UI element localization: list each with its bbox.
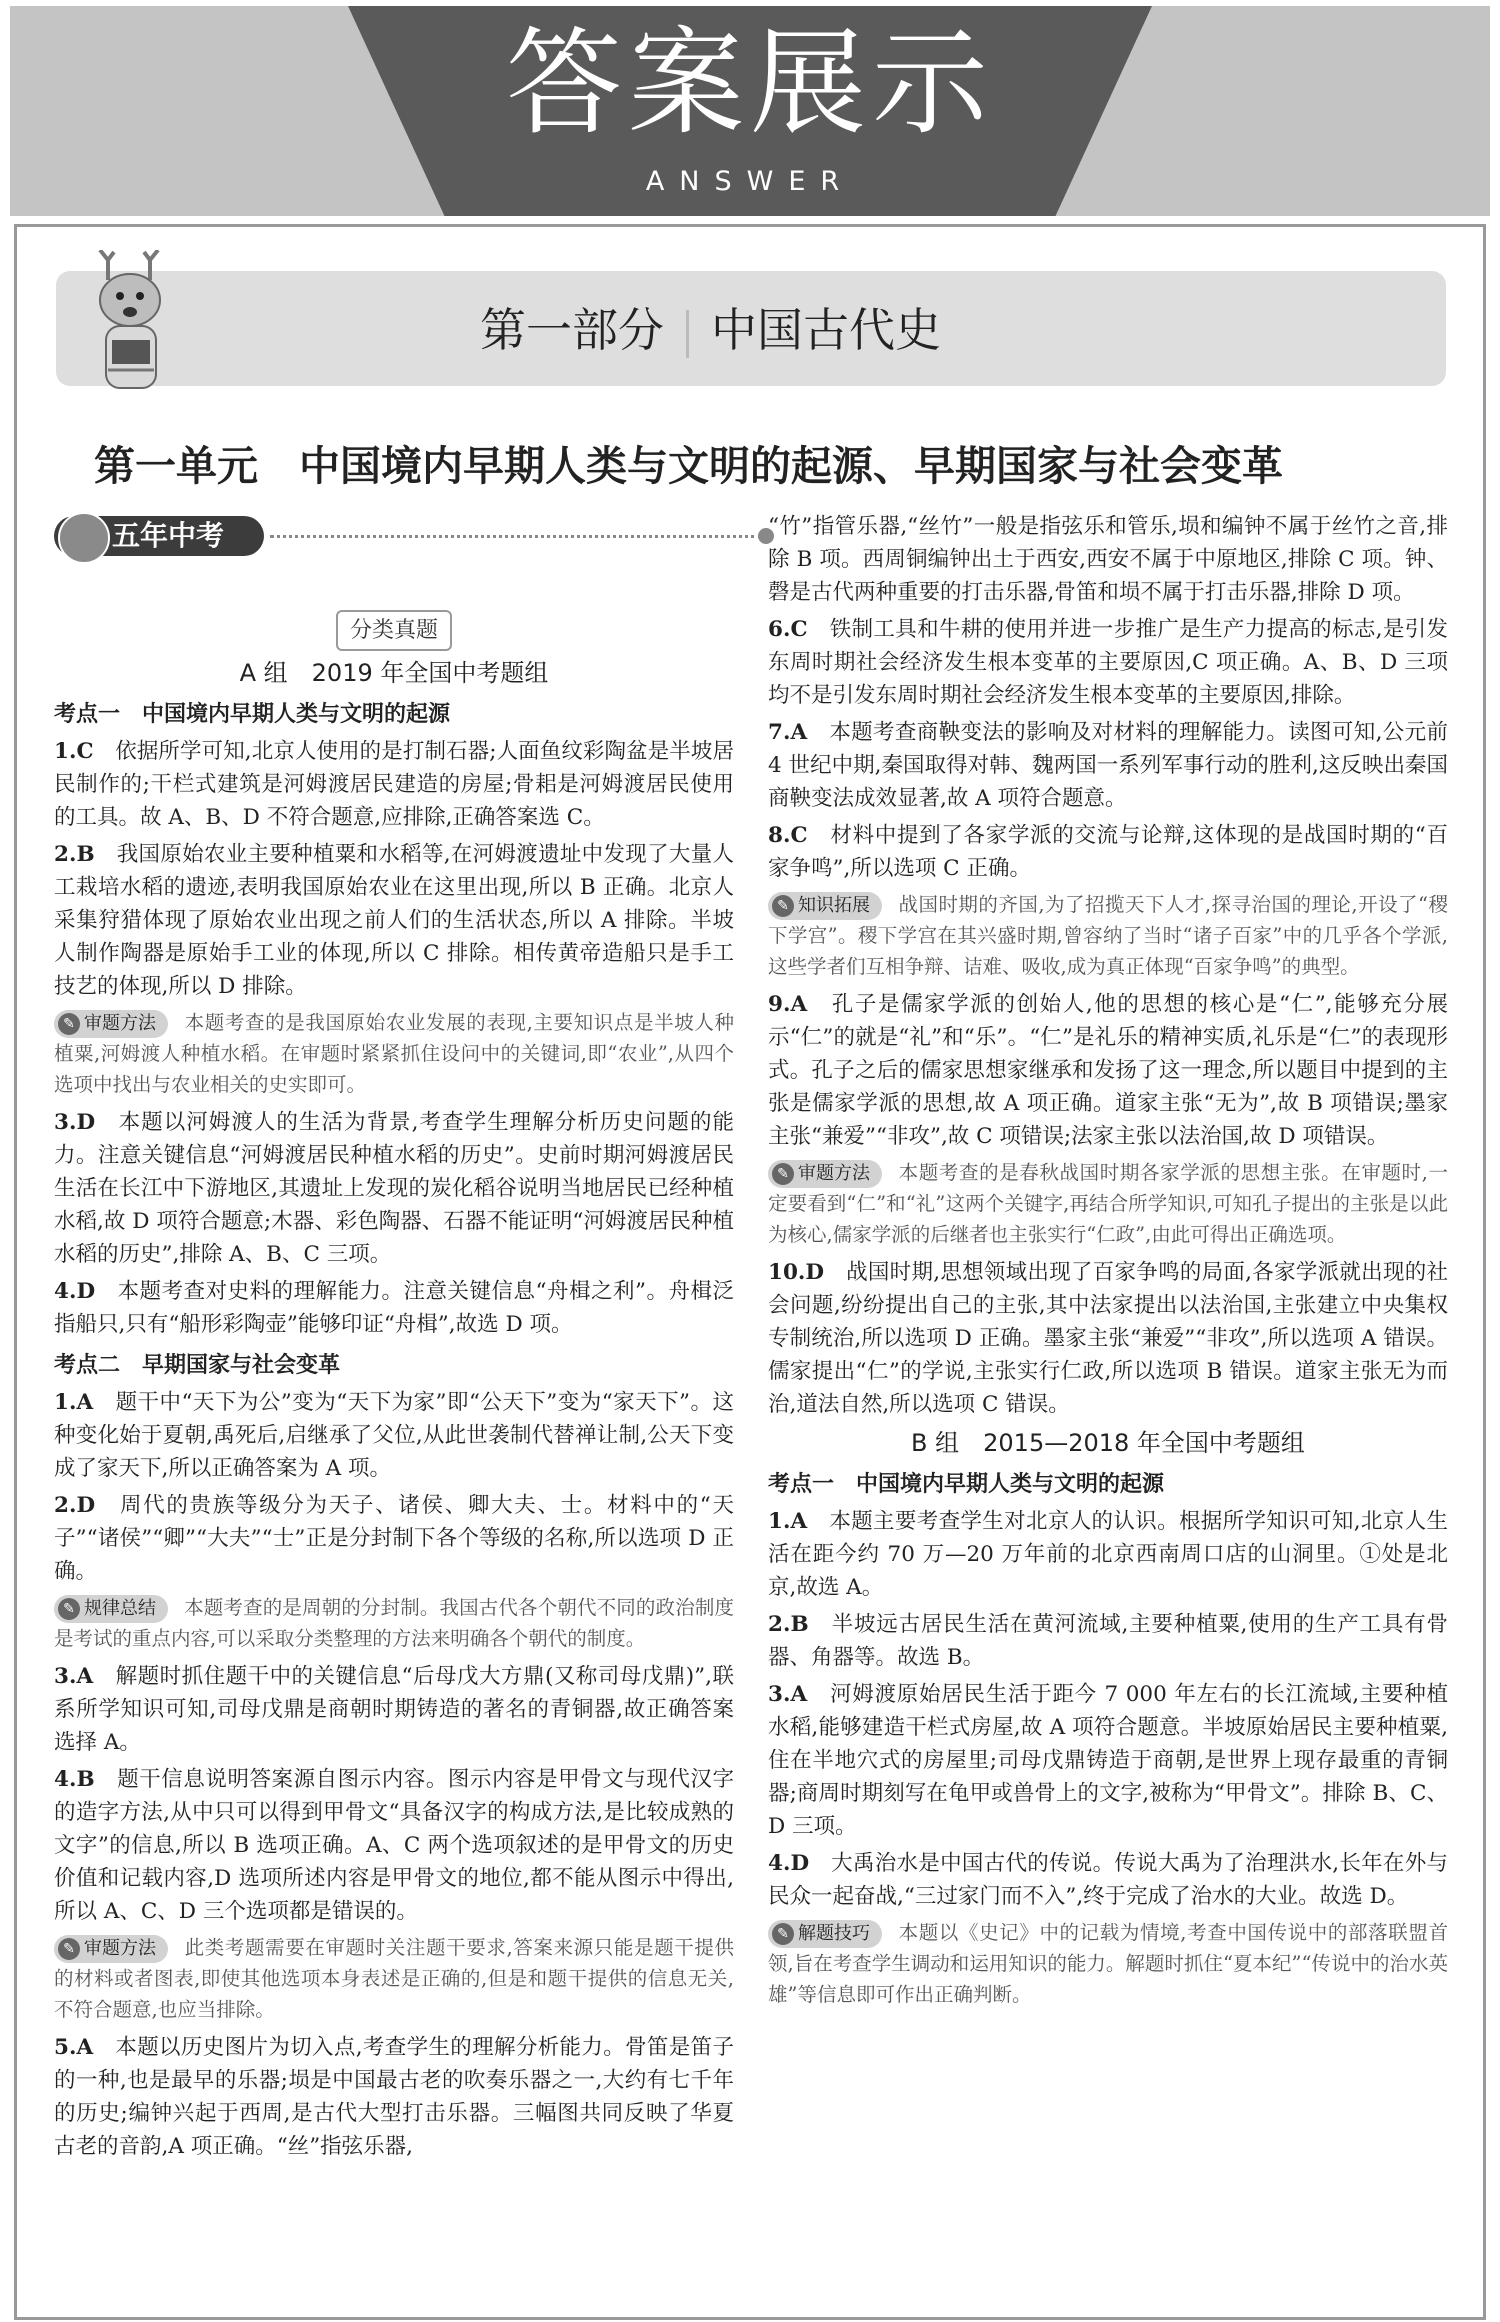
column-right bbox=[768, 510, 1448, 2016]
category-label: 分类真题 bbox=[336, 610, 452, 651]
tip-tag-label: 规律总结 bbox=[84, 1598, 156, 1619]
tip-text: 本题考查的是周朝的分封制。我国古代各个朝代不同的政治制度是考试的重点内容,可以采取分类整理的方法来明确各个朝代的制度。 bbox=[54, 1596, 734, 1650]
answer-number: 2.D bbox=[54, 1493, 96, 1518]
answer-text: 战国时期,思想领域出现了百家争鸣的局面,各家学派就出现的社会问题,纷纷提出自己的主张,其中法家提出以法治国,主张建立中央集权专制统治,所以选项 D 正确。墨家主张“兼爱”“非攻”,所以选项 A 错误。儒家提出“仁”的学说,主张实行仁政,所以选项 B 错误。道家主张无为而治,道法自然,所以选项 C 错误。 bbox=[768, 1260, 1448, 1417]
answer-item bbox=[54, 1763, 734, 1928]
tip-box bbox=[54, 1007, 734, 1100]
answer-number: 1.A bbox=[54, 1390, 94, 1415]
section-deer-icon bbox=[58, 512, 110, 564]
answer-text: 本题考查商鞅变法的影响及对材料的理解能力。读图可知,公元前 4 世纪中期,秦国取得对韩、魏两国一系列军事行动的胜利,这反映出秦国商鞅变法成效显著,故 A 项符合题意。 bbox=[768, 720, 1448, 811]
tip-tag bbox=[54, 1935, 168, 1963]
answer-text: 铁制工具和牛耕的使用并进一步推广是生产力提高的标志,是引发东周时期社会经济发生根本变革的主要原因,C 项正确。A、B、D 三项均不是引发东周时期社会经济发生根本变革的主要原因,排除。 bbox=[768, 617, 1448, 708]
tip-text: 本题以《史记》中的记载为情境,考查中国传说中的部落联盟首领,旨在考查学生调动和运用知识的能力。解题时抓住“夏本纪”“传说中的治水英雄”等信息即可作出正确判断。 bbox=[768, 1921, 1448, 2006]
answer-text: 依据所学可知,北京人使用的是打制石器;人面鱼纹彩陶盆是半坡居民制作的;干栏式建筑是河姆渡居民建造的房屋;骨耜是河姆渡居民使用的工具。故 A、B、D 不符合题意,应排除,正确答案选 C。 bbox=[54, 739, 734, 830]
section-header bbox=[54, 512, 734, 562]
answer-text: 题干信息说明答案源自图示内容。图示内容是甲骨文与现代汉字的造字方法,从中只可以得到甲骨文“具备汉字的构成方法,是比较成熟的文字”的信息,所以 B 选项正确。A、C 两个选项叙述的是甲骨文的历史价值和记载内容,D 选项所述内容是甲骨文的地位,都不能从图示中得出,所以 A、C、D 三个选项都是错误的。 bbox=[54, 1767, 734, 1924]
kp-a2: 考点二 早期国家与社会变革 bbox=[54, 1353, 341, 1378]
group-a-title: A 组 2019 年全国中考题组 bbox=[239, 659, 549, 687]
answer-number: 1.A bbox=[768, 1509, 808, 1534]
part-title bbox=[480, 300, 941, 360]
answer-text: 本题主要考查学生对北京人的认识。根据所学知识可知,北京人生活在距今约 70 万—20 万年前的北京西南周口店的山洞里。①处是北京,故选 A。 bbox=[768, 1509, 1448, 1600]
answer-item bbox=[768, 819, 1448, 885]
answer-item bbox=[54, 2031, 734, 2163]
answer-number: 2.B bbox=[768, 1612, 809, 1637]
answer-item bbox=[54, 1386, 734, 1485]
answer-text: 我国原始农业主要种植粟和水稻等,在河姆渡遗址中发现了大量人工栽培水稻的遗迹,表明我国原始农业在这里出现,所以 B 正确。北京人采集狩猎体现了原始农业出现之前人们的生活状态,所以 A 排除。半坡人制作陶器是原始手工业的体现,所以 C 排除。相传黄帝造船只是手工技艺的体现,所以 D 排除。 bbox=[54, 842, 734, 999]
answer-item bbox=[54, 735, 734, 834]
tip-icon: ✎ bbox=[772, 895, 794, 917]
kp-b1: 考点一 中国境内早期人类与文明的起源 bbox=[768, 1472, 1165, 1497]
deer-mascot-icon bbox=[78, 250, 188, 400]
answer-number: 9.A bbox=[768, 992, 808, 1017]
answer-number: 4.D bbox=[768, 1851, 810, 1876]
answer-item bbox=[768, 1847, 1448, 1913]
page-subtitle: ANSWER bbox=[645, 166, 855, 197]
answer-item bbox=[768, 613, 1448, 712]
page-title: 答案展示 bbox=[506, 16, 994, 151]
tip-tag bbox=[54, 1010, 168, 1038]
group-b-title: B 组 2015—2018 年全国中考题组 bbox=[911, 1429, 1305, 1457]
tip-icon: ✎ bbox=[58, 1938, 80, 1960]
part-label: 第一部分 bbox=[480, 303, 664, 357]
part-name: 中国古代史 bbox=[711, 303, 941, 357]
answer-number: 5.A bbox=[54, 2035, 94, 2060]
answer-item bbox=[768, 716, 1448, 815]
unit-title: 第一单元 中国境内早期人类与文明的起源、早期国家与社会变革 bbox=[94, 442, 1283, 490]
answer-item bbox=[54, 1275, 734, 1341]
kp-a1: 考点一 中国境内早期人类与文明的起源 bbox=[54, 702, 451, 727]
answer-number: 7.A bbox=[768, 720, 808, 745]
answer-text: 孔子是儒家学派的创始人,他的思想的核心是“仁”,能够充分展示“仁”的就是“礼”和“乐”。“仁”是礼乐的精神实质,礼乐是“仁”的表现形式。孔子之后的儒家思想家继承和发扬了这一理念,所以题目中提到的主张是儒家学派的思想,故 A 项正确。道家主张“无为”,故 B 项错误;墨家主张“兼爱”“非攻”,故 C 项错误;法家主张以法治国,故 D 项错误。 bbox=[768, 992, 1448, 1149]
section-label: 五年中考 bbox=[54, 516, 264, 556]
tip-tag bbox=[54, 1595, 168, 1623]
tip-tag-label: 解题技巧 bbox=[798, 1923, 870, 1944]
answer-text: 材料中提到了各家学派的交流与论辩,这体现的是战国时期的“百家争鸣”,所以选项 C 正确。 bbox=[768, 823, 1448, 881]
tip-icon: ✎ bbox=[772, 1163, 794, 1185]
answer-text: 题干中“天下为公”变为“天下为家”即“公天下”变为“家天下”。这种变化始于夏朝,禹死后,启继承了父位,从此世袭制代替禅让制,公天下变成了家天下,所以正确答案为 A 项。 bbox=[54, 1390, 734, 1481]
answer-item bbox=[768, 1678, 1448, 1843]
part-separator bbox=[686, 310, 689, 358]
tip-text: 此类考题需要在审题时关注题干要求,答案来源只能是题干提供的材料或者图表,即使其他选项本身表述是正确的,但是和题干提供的信息无关,不符合题意,也应当排除。 bbox=[54, 1936, 734, 2021]
tip-icon: ✎ bbox=[58, 1013, 80, 1035]
answer-number: 3.A bbox=[768, 1682, 808, 1707]
answer-number: 4.D bbox=[54, 1279, 96, 1304]
tip-box bbox=[768, 889, 1448, 982]
tip-tag-label: 知识拓展 bbox=[798, 895, 870, 916]
tip-box bbox=[54, 1932, 734, 2025]
answer-text: 本题考查对史料的理解能力。注意关键信息“舟楫之利”。舟楫泛指船只,只有“船形彩陶壶”能够印证“舟楫”,故选 D 项。 bbox=[54, 1279, 734, 1337]
answer-text: “竹”指管乐器,“丝竹”一般是指弦乐和管乐,埙和编钟不属于丝竹之音,排除 B 项。西周铜编钟出土于西安,西安不属于中原地区,排除 C 项。钟、磬是古代两种重要的打击乐器,骨笛和埙不属于打击乐器,排除 D 项。 bbox=[768, 514, 1448, 605]
answer-number: 3.A bbox=[54, 1664, 94, 1689]
answer-number: 3.D bbox=[54, 1110, 96, 1135]
answer-text: 大禹治水是中国古代的传说。传说大禹为了治理洪水,长年在外与民众一起奋战,“三过家门而不入”,终于完成了治水的大业。故选 D。 bbox=[768, 1851, 1448, 1909]
answer-number: 4.B bbox=[54, 1767, 95, 1792]
tip-icon: ✎ bbox=[58, 1598, 80, 1620]
tip-tag-label: 审题方法 bbox=[798, 1163, 870, 1184]
answer-item bbox=[54, 1660, 734, 1759]
answer-text: 解题时抓住题干中的关键信息“后母戊大方鼎(又称司母戊鼎)”,联系所学知识可知,司母戊鼎是商朝时期铸造的著名的青铜器,故正确答案选择 A。 bbox=[54, 1664, 734, 1755]
tip-text: 本题考查的是春秋战国时期各家学派的思想主张。在审题时,一定要看到“仁”和“礼”这两个关键字,再结合所学知识,可知孔子提出的主张是以此为核心,儒家学派的后继者也主张实行“仁政”,由此可得出正确选项。 bbox=[768, 1161, 1448, 1246]
answer-item bbox=[768, 1608, 1448, 1674]
tip-tag bbox=[768, 1160, 882, 1188]
tip-text: 战国时期的齐国,为了招揽天下人才,探寻治国的理论,开设了“稷下学宫”。稷下学宫在其兴盛时期,曾容纳了当时“诸子百家”中的几乎各个学派,这些学者们互相争辩、诘难、吸收,成为真正体现“百家争鸣”的典型。 bbox=[768, 893, 1448, 978]
tip-box bbox=[768, 1157, 1448, 1250]
answer-text: 本题以河姆渡人的生活为背景,考查学生理解分析历史问题的能力。注意关键信息“河姆渡居民种植水稻的历史”。史前时期河姆渡居民生活在长江中下游地区,其遗址上发现的炭化稻谷说明当地居民已经种植水稻,故 D 项符合题意;木器、彩色陶器、石器不能证明“河姆渡居民种植水稻的历史”,排除 A、B、C 三项。 bbox=[54, 1110, 734, 1267]
answer-item bbox=[768, 1256, 1448, 1421]
tip-tag-label: 审题方法 bbox=[84, 1013, 156, 1034]
answer-continuation bbox=[768, 510, 1448, 609]
answer-item bbox=[54, 1489, 734, 1588]
answer-item bbox=[768, 1505, 1448, 1604]
answer-item bbox=[54, 1106, 734, 1271]
tip-box bbox=[54, 1592, 734, 1654]
tip-icon: ✎ bbox=[772, 1923, 794, 1945]
tip-tag bbox=[768, 1920, 882, 1948]
answer-number: 1.C bbox=[54, 739, 94, 764]
tip-tag bbox=[768, 892, 882, 920]
category-badge bbox=[54, 610, 734, 651]
answer-number: 8.C bbox=[768, 823, 808, 848]
tip-text: 本题考查的是我国原始农业发展的表现,主要知识点是半坡人种植粟,河姆渡人种植水稻。在审题时紧紧抓住设问中的关键词,即“农业”,从四个选项中找出与农业相关的史实即可。 bbox=[54, 1011, 734, 1096]
answer-number: 2.B bbox=[54, 842, 95, 867]
answer-item bbox=[54, 838, 734, 1003]
answer-number: 6.C bbox=[768, 617, 808, 642]
answer-text: 河姆渡原始居民生活于距今 7 000 年左右的长江流域,主要种植水稻,能够建造干栏式房屋,故 A 项符合题意。半坡原始居民主要种植粟,住在半地穴式的房屋里;司母戊鼎铸造于商朝,是世界上现存最重的青铜器;商周时期刻写在龟甲或兽骨上的文字,被称为“甲骨文”。排除 B、C、D 三项。 bbox=[768, 1682, 1448, 1839]
answer-item bbox=[768, 988, 1448, 1153]
answer-text: 周代的贵族等级分为天子、诸侯、卿大夫、士。材料中的“天子”“诸侯”“卿”“大夫”“士”正是分封制下各个等级的名称,所以选项 D 正确。 bbox=[54, 1493, 734, 1584]
section-dotted-line bbox=[270, 535, 762, 538]
tip-tag-label: 审题方法 bbox=[84, 1938, 156, 1959]
column-left bbox=[54, 580, 734, 2167]
answer-text: 本题以历史图片为切入点,考查学生的理解分析能力。骨笛是笛子的一种,也是最早的乐器;埙是中国最古老的吹奏乐器之一,大约有七千年的历史;编钟兴起于西周,是古代大型打击乐器。三幅图共同反映了华夏古老的音韵,A 项正确。“丝”指弦乐器, bbox=[54, 2035, 734, 2159]
tip-box bbox=[768, 1917, 1448, 2010]
answer-text: 半坡远古居民生活在黄河流域,主要种植粟,使用的生产工具有骨器、角器等。故选 B。 bbox=[768, 1612, 1448, 1670]
answer-number: 10.D bbox=[768, 1260, 825, 1285]
